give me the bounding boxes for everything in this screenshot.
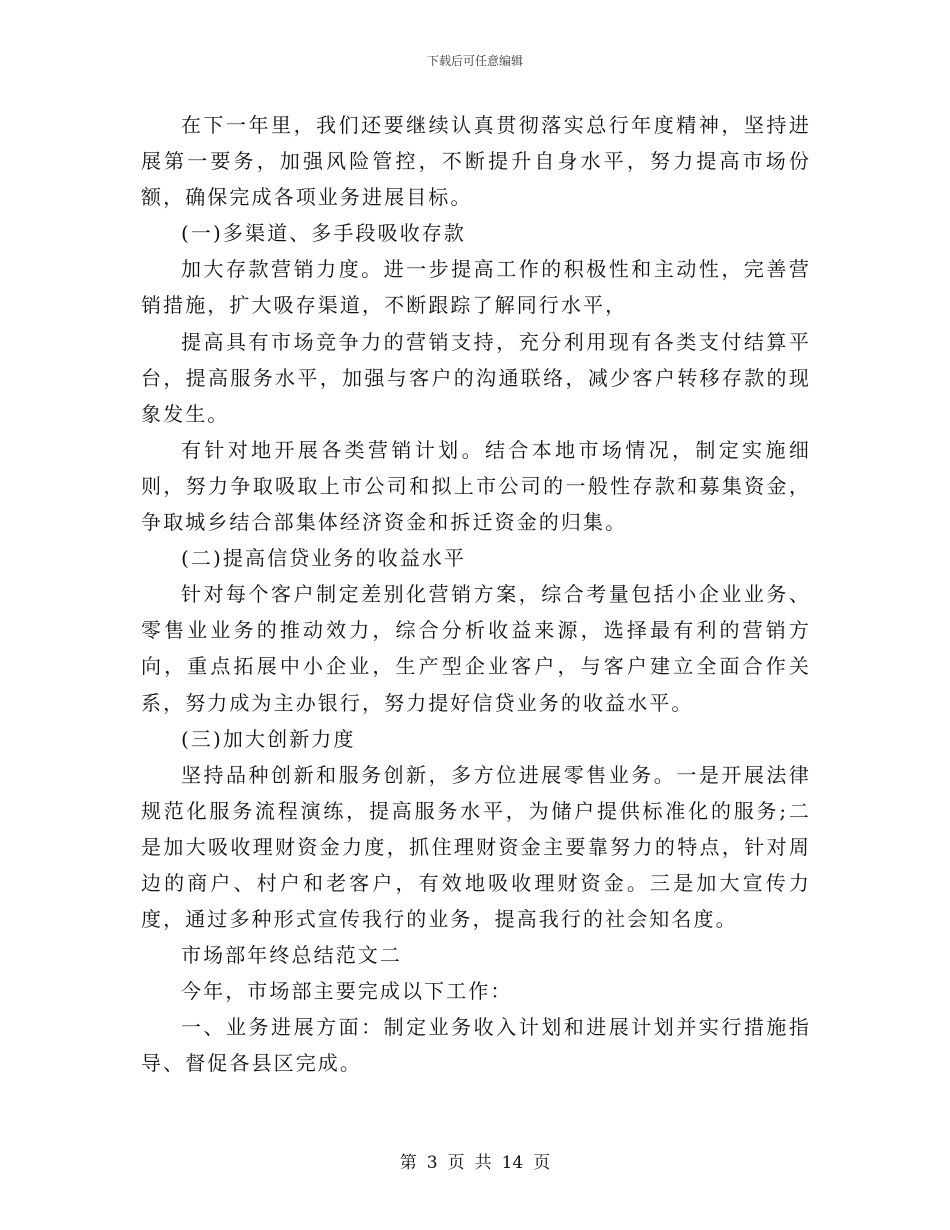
current-page-number: 3 [426,1153,438,1173]
section-heading: (三)加大创新力度 [181,726,356,751]
paragraph: 有针对地开展各类营销计划。结合本地市场情况，制定实施细则，努力争取吸取上市公司和拟上市公司的一般性存款和募集资金，争取城乡结合部集体经济资金和拆迁资金的归集。 [141,437,811,535]
footer-page-word: 页 [447,1153,465,1173]
page-footer [0,1151,950,1175]
paragraph: 今年，市场部主要完成以下工作： [181,979,513,1004]
footer-prefix: 第 [399,1153,417,1173]
footer-total-word: 共 [474,1153,492,1173]
document-body [141,107,811,1082]
paragraph: 针对每个客户制定差别化营销方案，综合考量包括小企业业务、零售业业务的推动效力，综合分析收益来源，选择最有利的营销方向，重点拓展中小企业，生产型企业客户，与客户建立全面合作关系，努力成为主办银行，努力提好信贷业务的收益水平。 [141,582,811,715]
paragraph: 在下一年里，我们还要继续认真贯彻落实总行年度精神，坚持进展第一要务，加强风险管控，不断提升自身水平，努力提高市场份额，确保完成各项业务进展目标。 [141,113,811,210]
footer-suffix: 页 [533,1153,551,1173]
page-header: 下载后可任意编辑 [426,54,523,68]
paragraph: 一、业务进展方面：制定业务收入计划和进展计划并实行措施指导、督促各县区完成。 [141,1015,811,1076]
section-heading: (一)多渠道、多手段吸收存款 [181,221,467,246]
section-heading: (二)提高信贷业务的收益水平 [181,546,467,571]
total-pages-number: 14 [501,1153,524,1173]
article-title: 市场部年终总结范文二 [181,943,402,968]
paragraph: 加大存款营销力度。进一步提高工作的积极性和主动性，完善营销措施，扩大吸存渠道，不断跟踪了解同行水平， [141,257,811,318]
paragraph: 坚持品种创新和服务创新，多方位进展零售业务。一是开展法律规范化服务流程演练，提高服务水平，为储户提供标准化的服务;二是加大吸收理财资金力度，抓住理财资金主要靠努力的特点，针对周边的商户、村户和老客户，有效地吸收理财资金。三是加大宣传力度，通过多种形式宣传我行的业务，提高我行的社会知名度。 [141,762,811,932]
paragraph: 提高具有市场竞争力的营销支持，充分利用现有各类支付结算平台，提高服务水平，加强与客户的沟通联络，减少客户转移存款的现象发生。 [141,329,811,426]
